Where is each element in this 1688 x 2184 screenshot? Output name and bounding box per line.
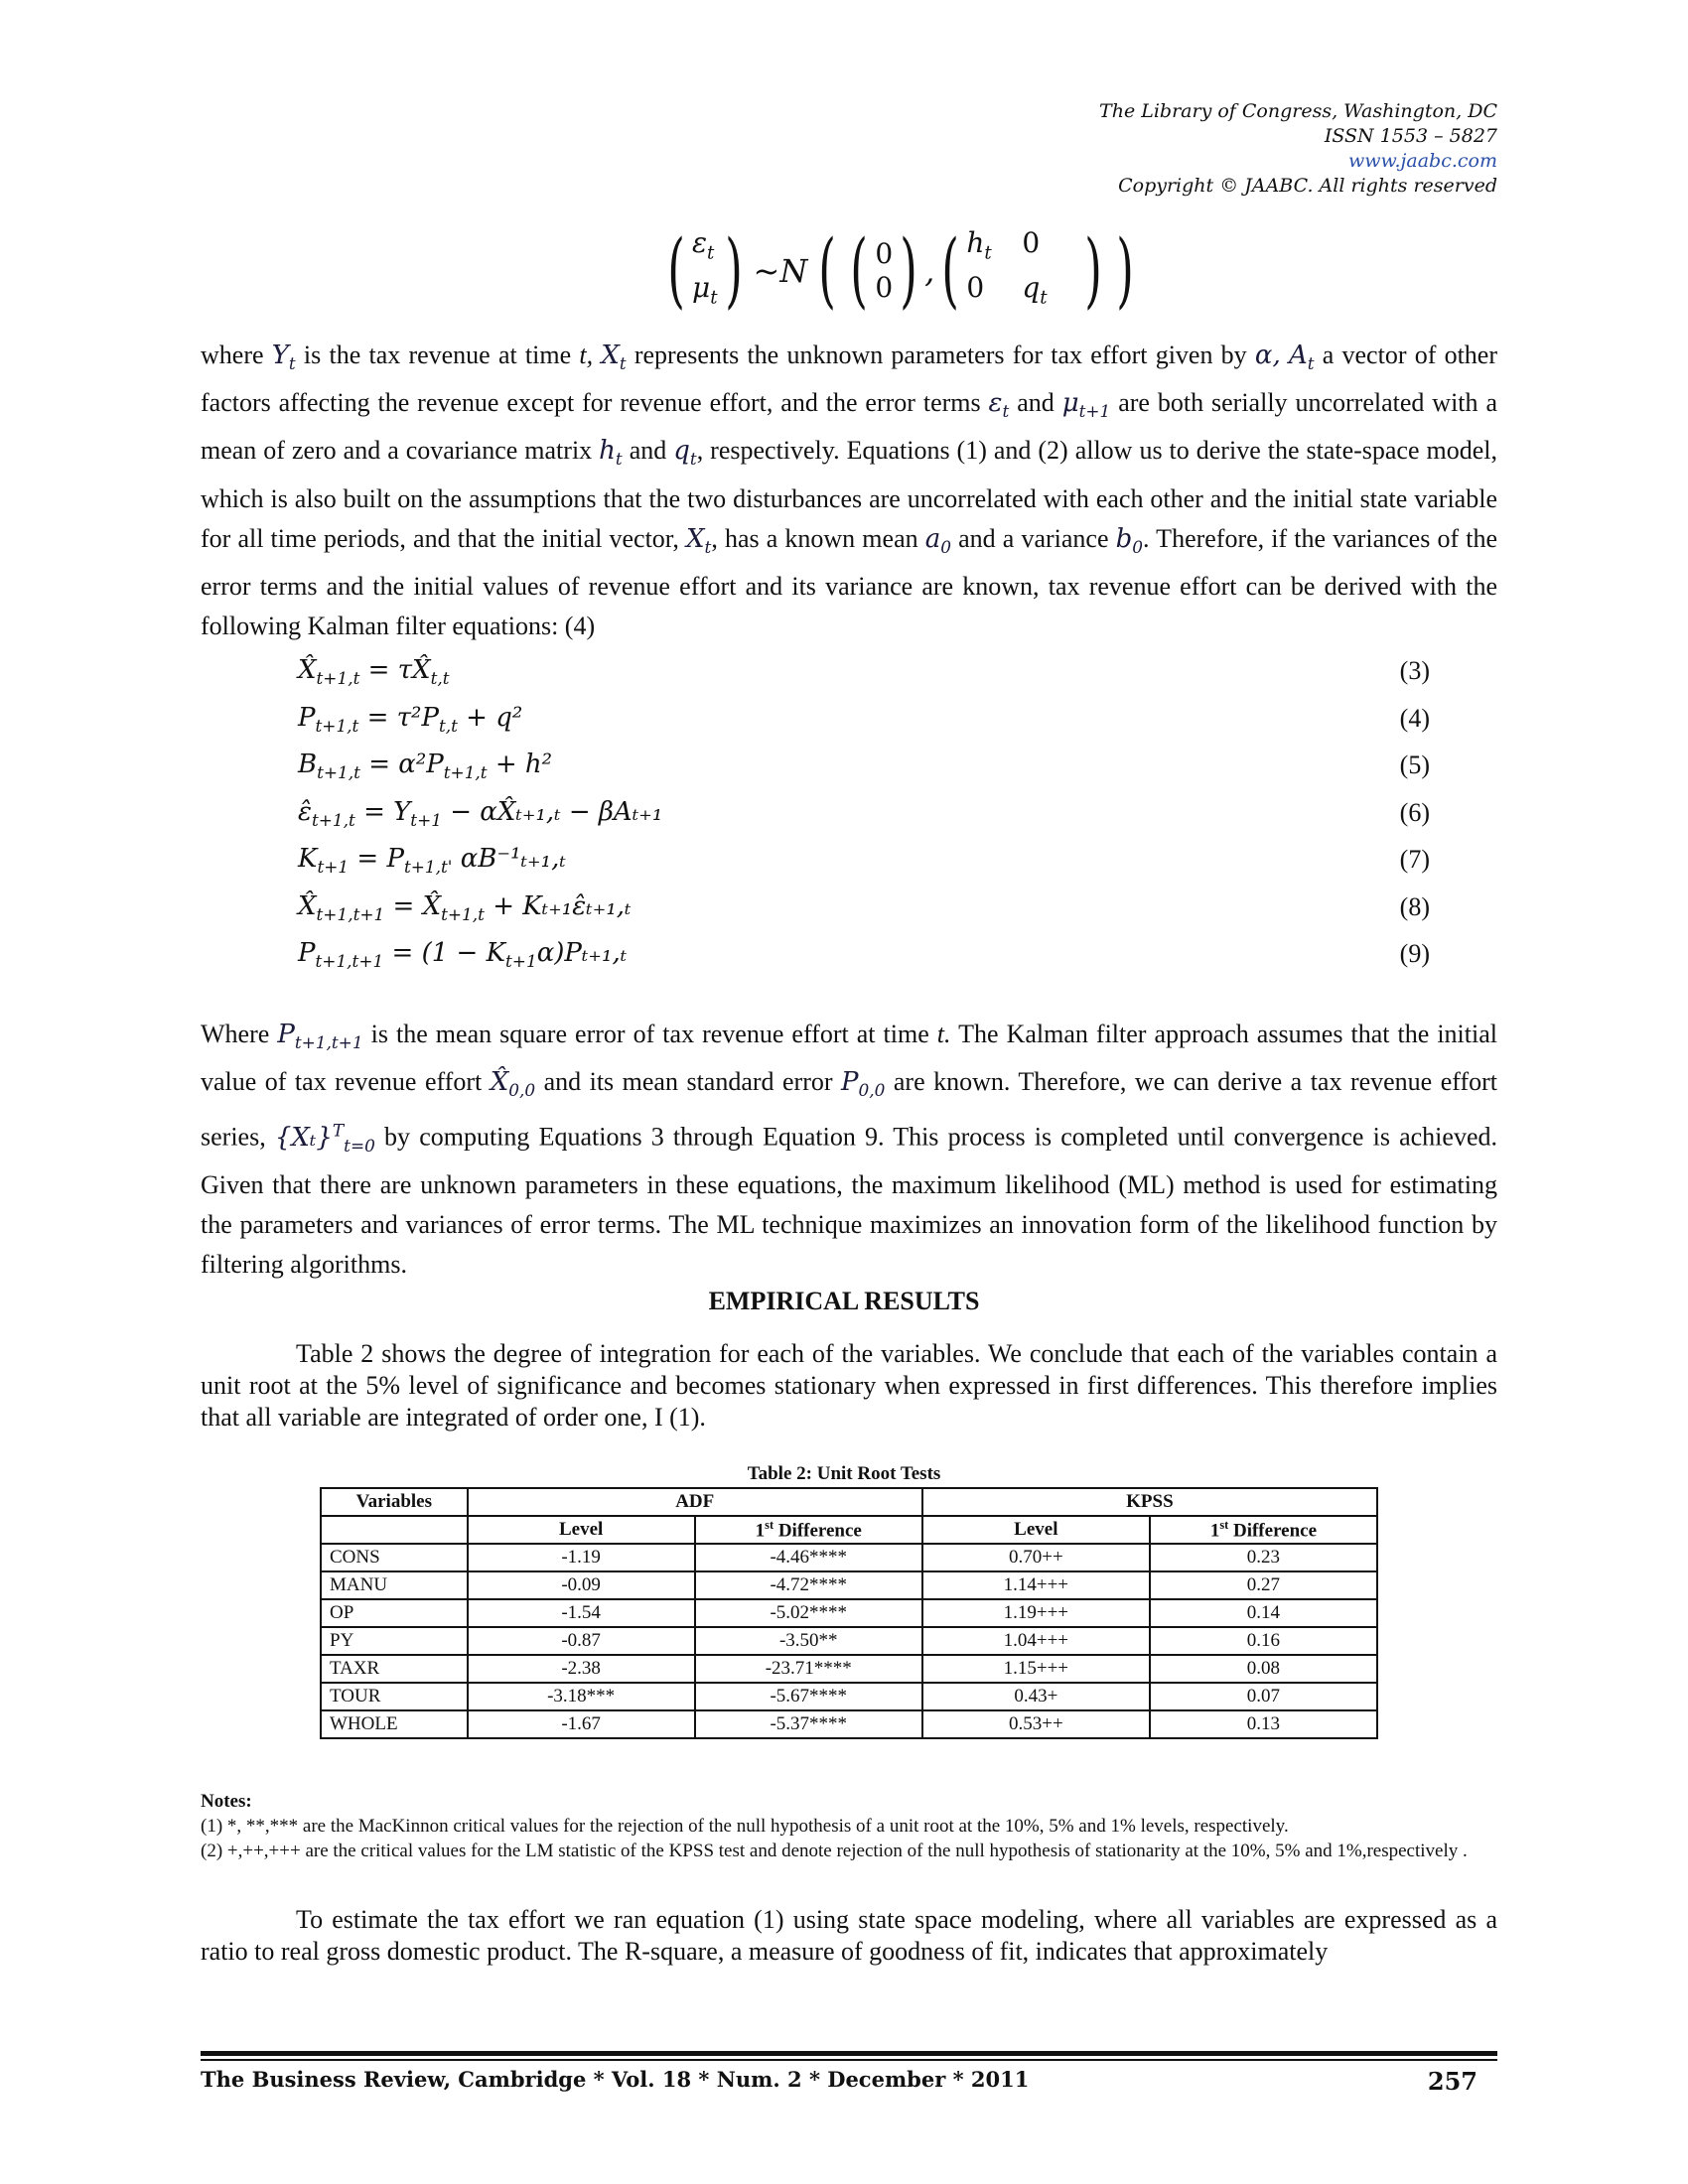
header-variables: Variables (321, 1488, 468, 1516)
paragraph-model-description: where $Y_t$ is the tax revenue at time t, $X_t$ represents the unknown parameters for tax effort given by α, $A_t$ a vector of other factors affecting the revenue except for revenue effort, and the error terms $\varepsilon_t$ and $\mu_{t+1}$ are both serially uncorrelated with a mean of zero and a covariance matrix $h_t$ and $q_t$, respectively. Equations (1) and (2) allow us to derive the state-space model, which is also built on the assumptions that the two disturbances are uncorrelated with each other and the initial state variable for all time periods, and that the initial vector, $X_t$, has a known mean $a_0$ and a variance $b_0$. Therefore, if the variances of the error terms and the initial values of revenue effort and its variance are known, tax revenue effort can be derived with the following Kalman filter equations: (4) (201, 341, 1498, 640)
header-adf-level: Level (468, 1516, 695, 1544)
equation-number: (7) (1399, 845, 1430, 874)
footer-journal: The Business Review, Cambridge * Vol. 18 * Num. 2 * December * 2011 (201, 2067, 1030, 2092)
equation-number: (6) (1399, 797, 1430, 827)
equation-number: (8) (1399, 891, 1430, 921)
distribution-equation: ( $\varepsilon_t$ $\mu_t$ ) ~N ( ( 0 0 ) , ( $h_t$ 0 0 $q_t$ ) ) (667, 222, 1135, 318)
equation-3: $X̂_{t+1,t}$ = $\tau X̂_{t,t}$ (3) (298, 647, 1430, 695)
header-adf-first-difference: 1st Difference (695, 1516, 922, 1544)
equation-5: $B_{t+1,t} = \alpha^2P_{t+1,t} + h^2$ (5) (298, 742, 1430, 789)
table-row: WHOLE -1.67 -5.37**** 0.53++ 0.13 (321, 1710, 1377, 1738)
equation-number: (5) (1399, 751, 1430, 779)
table-caption: Table 2: Unit Root Tests (747, 1463, 941, 1484)
table-row: CONS -1.19 -4.46**** 0.70++ 0.23 (321, 1544, 1377, 1571)
table-notes (201, 1789, 1491, 1863)
equation-6: $\varepsilon̂_{t+1,t} = Y_{t+1}$ − αX̂ₜ₊₁,ₜ − βAₜ₊₁ (6) (298, 789, 1430, 837)
header-kpss: KPSS (922, 1488, 1377, 1516)
header-library: The Library of Congress, Washington, DC (1099, 100, 1497, 122)
note-kpss: (2) +,++,+++ are the critical values for the LM statistic of the KPSS test and denote rejection of the null hypothesis of stationarity at the 10%, 5% and 1%,respectively . (201, 1841, 1468, 1861)
running-header (1099, 99, 1497, 199)
kalman-filter-equations (298, 647, 1430, 978)
header-issn: ISSN 1553 – 5827 (1324, 125, 1497, 147)
equation-number: (9) (1399, 939, 1430, 968)
header-website-link[interactable]: www.jaabc.com (1347, 150, 1497, 172)
table-row: MANU -0.09 -4.72**** 1.14+++ 0.27 (321, 1571, 1377, 1599)
equation-7: $K_{t+1} = P_{t+1,t'}$ αB⁻¹ₜ₊₁,ₜ (7) (298, 836, 1430, 884)
paragraph-state-space: To estimate the tax effort we ran equation (1) using state space modeling, where all variables are expressed as a ratio to real gross domestic product. The R-square, a measure of goodness of fit, indicates that approximately (201, 1905, 1497, 1966)
table-row: TOUR -3.18*** -5.67**** 0.43+ 0.07 (321, 1683, 1377, 1710)
notes-title: Notes: (201, 1791, 252, 1812)
equation-8: $X̂_{t+1,t+1}$ = $X̂_{t+1,t}$ + Kₜ₊₁ε̂ₜ₊₁,ₜ (8) (298, 884, 1430, 931)
paragraph-integration: Table 2 shows the degree of integration for each of the variables. We conclude that each of the variables contain a unit root at the 5% level of significance and becomes stationary when expressed in first differences. This therefore implies that all variable are integrated of order one, I (1). (201, 1339, 1497, 1432)
equation-9: $P_{t+1,t+1} = (1 - K_{t+1}\alpha)P_{t+1},_t$ (9) (298, 930, 1430, 978)
table-row: PY -0.87 -3.50** 1.04+++ 0.16 (321, 1627, 1377, 1655)
table-row: TAXR -2.38 -23.71**** 1.15+++ 0.08 (321, 1655, 1377, 1683)
note-adf: (1) *, **,*** are the MacKinnon critical values for the rejection of the null hypothesis of a unit root at the 10%, 5% and 1% levels, respectively. (201, 1816, 1289, 1837)
section-heading-empirical-results: EMPIRICAL RESULTS (708, 1287, 980, 1315)
table-row: OP -1.54 -5.02**** 1.19+++ 0.14 (321, 1599, 1377, 1627)
paragraph-kalman-explanation: Where $P_{t+1,t+1}$ is the mean square error of tax revenue effort at time t. The Kalman filter approach assumes that the initial value of tax revenue effort $X̂_{0,0}$ and its mean standard error $P_{0,0}$ are known. Therefore, we can derive a tax revenue effort series, $\{X_t\}^T_{t=0}$ by computing Equations 3 through Equation 9. This process is completed until convergence is achieved. Given that there are unknown parameters in these equations, the maximum likelihood (ML) method is used for estimating the parameters and variances of error terms. The ML technique maximizes an innovation form of the likelihood function by filtering algorithms. (201, 1020, 1497, 1280)
equation-number: (3) (1399, 656, 1430, 685)
equation-4: $P_{t+1,t} = \tau^2P_{t,t} + q^2$ (4) (298, 695, 1430, 743)
unit-root-table (320, 1487, 1378, 1739)
table-subheader-row (321, 1516, 1377, 1544)
header-kpss-level: Level (922, 1516, 1150, 1544)
footer-rule-thin (201, 2059, 1497, 2061)
page-number: 257 (1427, 2067, 1477, 2096)
header-kpss-first-difference: 1st Difference (1150, 1516, 1377, 1544)
footer-rule (201, 2051, 1497, 2056)
header-copyright: Copyright © JAABC. All rights reserved (1118, 175, 1497, 197)
page-footer (201, 2067, 1497, 2096)
equation-number: (4) (1399, 703, 1430, 733)
table-header-row (321, 1488, 1377, 1516)
header-adf: ADF (468, 1488, 922, 1516)
